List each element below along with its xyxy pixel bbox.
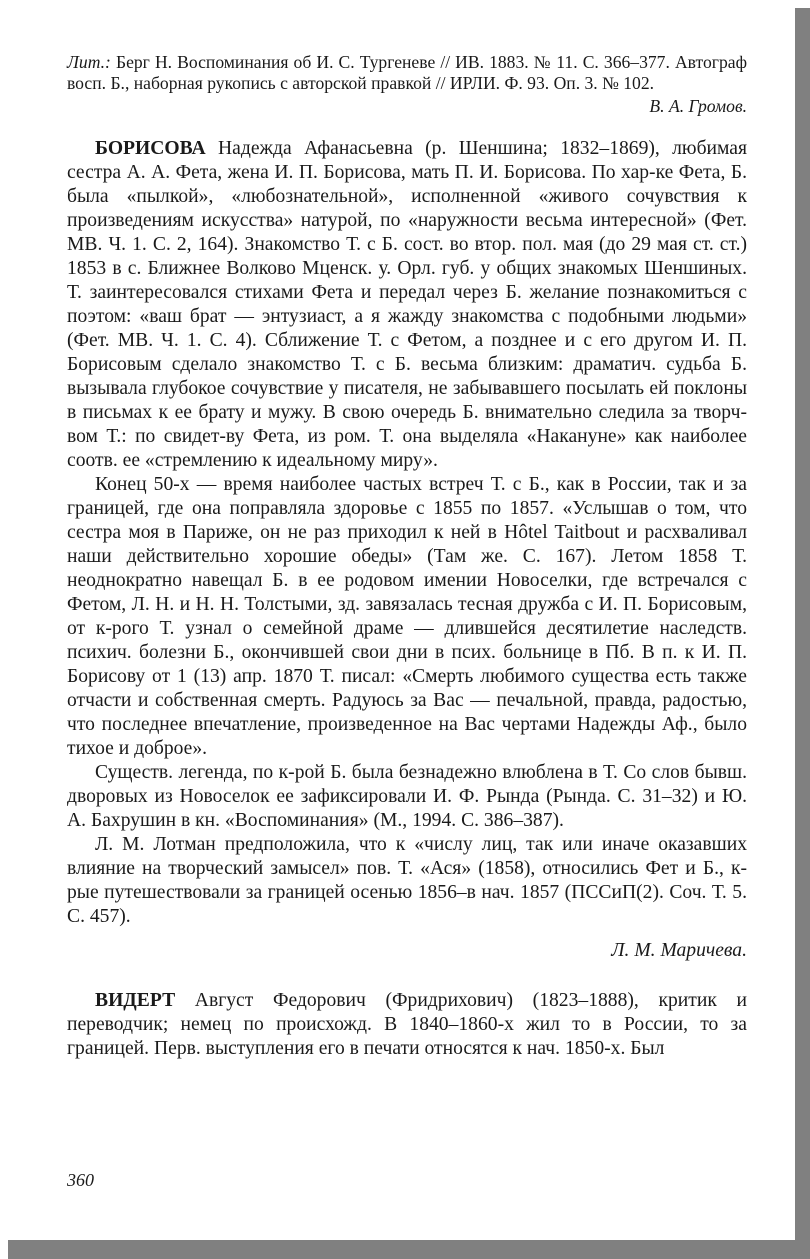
- page-content: [67, 52, 747, 1061]
- entry-borisova: [67, 137, 747, 963]
- entry-paragraph: БОРИСОВА Надежда Афанасьевна (р. Шеншина; 1832–1869), любимая сестра А. А. Фета, жена И. П. Борисова, мать П. И. Борисова. По хар-ке Фета, Б. была «пылкой», «любознательной», исполненной «живого сочувствия к произведениям искусства» натурой, по «наружности весьма интересной» (Фет. МВ. Ч. 1. С. 2, 164). Знакомство Т. с Б. сост. во втор. пол. мая (до 29 мая ст. ст.) 1853 в с. Ближнее Волково Мценск. у. Орл. губ. у общих знакомых Шеншиных. Т. заинтересовался стихами Фета и передал через Б. желание познакомиться с поэтом: «ваш брат — энтузиаст, а я жажду знакомства с подобными людьми» (Фет. МВ. Ч. 1. С. 4). Сближение Т. с Фетом, а позднее и с его другом И. П. Борисовым сделало знакомство Т. с Б. весьма близким: драматич. судьба Б. вызывала глубокое сочувствие у писателя, не забывавшего посылать ей поклоны в письмах к ее брату и мужу. В свою очередь Б. внимательно следила за творч-вом Т.: по свидет-ву Фета, из ром. Т. она выделяла «Накануне» как наиболее соотв. ее «стремлению к идеальному миру».: [67, 138, 747, 471]
- entry-headword: ВИДЕРТ: [95, 990, 176, 1011]
- entry-paragraph: Л. М. Лотман предположила, что к «числу лиц, так или иначе оказавших влияние на творческий замысел» пов. Т. «Ася» (1858), относились Фет и Б., к-рые путешествовали за границей осенью 1856–в нач. 1857 (ПССиП(2). Соч. Т. 5. С. 457).: [67, 834, 747, 927]
- entry-author: Л. М. Маричева.: [611, 940, 747, 961]
- page-number: 360: [67, 1170, 94, 1190]
- lit-text: Берг Н. Воспоминания об И. С. Тургеневе // ИВ. 1883. № 11. С. 366–377. Автограф восп. Б., наборная рукопись с авторской правкой // ИРЛИ. Ф. 93. Оп. 3. № 102.: [67, 52, 747, 93]
- lit-label: Лит.:: [67, 52, 111, 72]
- entry-paragraph: ВИДЕРТ Август Федорович (Фридрихович) (1823–1888), критик и переводчик; немец по происхожд. В 1840–1860-х жил то в России, то за границей. Перв. выступления его в печати относятся к нач. 1850-х. Был: [67, 990, 747, 1059]
- page-shadow-bottom: [8, 1240, 810, 1259]
- entry-paragraph: Существ. легенда, по к-рой Б. была безнадежно влюблена в Т. Со слов бывш. дворовых из Новоселок ее зафиксировали И. Ф. Рында (Рында. С. 31–32) и Ю. А. Бахрушин в кн. «Воспоминания» (М., 1994. С. 386–387).: [67, 762, 747, 831]
- entry-paragraph: Конец 50-х — время наиболее частых встреч Т. с Б., как в России, так и за границей, где она поправляла здоровье с 1855 по 1857. «Услышав о том, что сестра моя в Париже, он не раз приходил к ней в Hôtel Taitbout и расхваливал наши действительно хорошие обеды» (Там же. С. 167). Летом 1858 Т. неоднократно навещал Б. в ее родовом имении Новоселки, где встречался с Фетом, Л. Н. и Н. Н. Толстыми, зд. завязалась тесная дружба с И. П. Борисовым, от к-рого Т. узнал о семейной драме — длившейся десятилетие наследств. психич. болезни Б., окончившей свои дни в псих. больнице в Пб. В п. к И. П. Борисову от 1 (13) апр. 1870 Т. писал: «Смерть любимого существа есть также отчасти и собственная смерть. Радуюсь за Вас — печальной, правда, радостью, что последнее впечатление, произведенное на Вас чертами Надежды Аф., было тихое и доброе».: [67, 474, 747, 759]
- entry-headword: БОРИСОВА: [95, 138, 206, 159]
- page-shadow-right: [795, 8, 810, 1259]
- literature-block: [67, 52, 747, 117]
- entry-vidert: [67, 989, 747, 1061]
- prev-entry-author: В. А. Громов.: [649, 96, 747, 116]
